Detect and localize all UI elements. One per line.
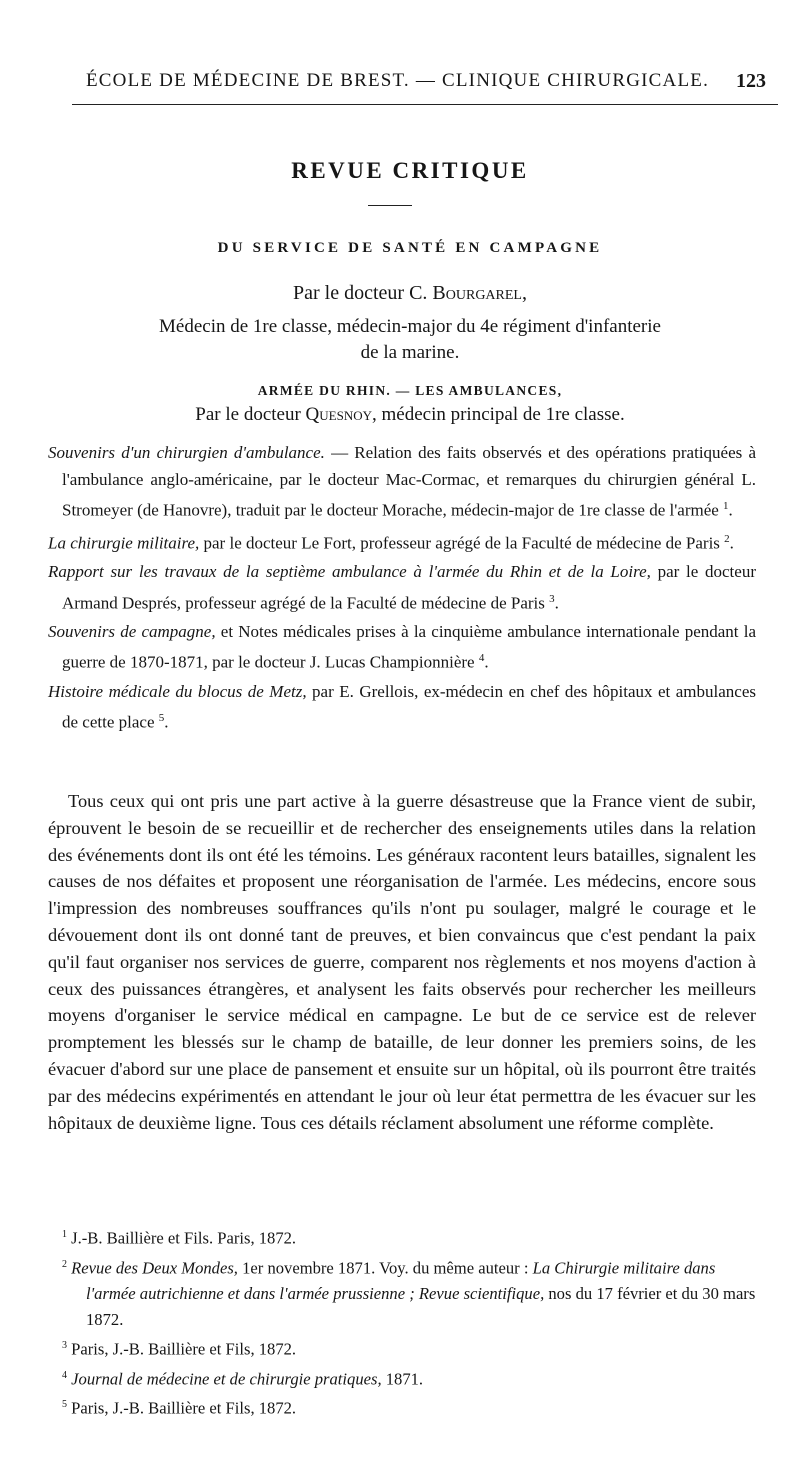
footnote-text: nos du 17 février et du 30 mars 1872.: [86, 1284, 756, 1330]
footnote-title: Journal de médecine et de chirurgie pratiques,: [71, 1369, 382, 1389]
footnote-text: Paris, J.-B. Baillière et Fils, 1872.: [71, 1339, 297, 1359]
footnote-title: Revue des Deux Mondes,: [71, 1258, 238, 1278]
byline-prefix: Par le docteur C.: [293, 282, 433, 304]
footnotes: [48, 1222, 756, 1422]
footnote: [48, 1363, 756, 1393]
footnote: [48, 1392, 756, 1422]
reference-list: [48, 440, 756, 738]
affiliation-line-2: de la marine.: [360, 342, 460, 363]
title-separator: [368, 205, 412, 206]
reference-item: [48, 440, 756, 524]
footnote-text: 1871.: [381, 1369, 424, 1389]
affiliation-line-1: Médecin de 1re classe, médecin-major du 4e régiment d'infanterie: [159, 316, 661, 337]
reference-title: Rapport sur les travaux de la septième ambulance à l'armée du Rhin et de la Loire,: [48, 562, 651, 582]
body-paragraph: Tous ceux qui ont pris une part active à la guerre désastreuse que la France vient de subir, éprouvent le besoin de se recueillir et de rechercher des enseignements utiles dans la relation des événements dont ils ont été les témoins. Les généraux racontent leurs batailles, signalent les causes de nos défaites et proposent une réorganisation de l'armée. Les médecins, encore sous l'impression des nombreuses souffrances qu'ils n'ont pu soulager, malgré le courage et le dévouement dont ils ont donné tant de preuves, et bien convaincus que c'est pendant la paix qu'il faut organiser nos services de guerre, comparent nos règlements et nos moyens d'action à ceux des puissances étrangères, et analysent les faits observés pour rechercher les meilleurs moyens d'organiser le service médical en campagne. Le but de ce service est de relever promptement les blessés sur le champ de bataille, de leur donner les premiers soins, de les évacuer d'abord sur une place de pansement et ensuite sur un hôpital, où ils pourront être traités par des médecins expérimentés en attendant le jour où leur état permettra de les évacuer sur les hôpitaux de deuxième ligne. Tous ces détails réclament absolument une réforme complète.: [48, 791, 756, 1133]
byline: [40, 282, 780, 305]
reference-note-marker: 3: [549, 592, 555, 605]
footnote-number: 5: [62, 1399, 67, 1411]
footnote-number: 2: [62, 1258, 67, 1270]
section-author-name: Quesnoy: [305, 404, 372, 425]
reference-text: par le docteur Le Fort, professeur agrégé de la Faculté de médecine de Paris: [199, 533, 725, 553]
header-rule: [72, 104, 778, 105]
running-head: [86, 70, 766, 102]
footnote-text: Paris, J.-B. Baillière et Fils, 1872.: [71, 1398, 297, 1418]
reference-title: Histoire médicale du blocus de Metz,: [48, 681, 307, 701]
reference-text: et Notes médicales prises à la cinquième ambulance internationale pendant la guerre de 1870-1871, par le docteur J. Lucas Championnière: [62, 621, 756, 673]
footnote-number: 3: [62, 1340, 67, 1352]
main-title: REVUE CRITIQUE: [291, 158, 529, 183]
section-by-suffix: , médecin principal de 1re classe.: [372, 404, 625, 425]
section-byline: [40, 404, 780, 426]
reference-end: .: [728, 500, 733, 520]
footnote: [48, 1333, 756, 1363]
footnote-number: 4: [62, 1369, 67, 1381]
reference-item: [48, 526, 756, 557]
page-number: 123: [736, 70, 766, 92]
reference-note-marker: 2: [724, 533, 730, 546]
reference-end: .: [164, 712, 169, 732]
reference-item: [48, 619, 756, 677]
reference-title: Souvenirs d'un chirurgien d'ambulance.: [48, 443, 325, 462]
section-heading: ARMÉE DU RHIN. — LES AMBULANCES,: [257, 383, 563, 398]
footnote-text: 1er novembre 1871. Voy. du même auteur :: [237, 1258, 533, 1278]
reference-end: .: [484, 653, 489, 673]
footnote: [48, 1252, 756, 1334]
reference-text: — Relation des faits observés et des opérations pratiquées à l'ambulance anglo-américaine, par le docteur Mac-Cormac, et remarques du chirurgien général L. Stromeyer (de Hanovre), traduit par le docteur Morache, médecin-major de 1re classe de l'armée: [62, 443, 756, 520]
reference-note-marker: 5: [158, 712, 165, 725]
footnote: [48, 1222, 756, 1252]
footnote-number: 1: [62, 1229, 67, 1240]
reference-end: .: [554, 593, 559, 613]
main-text: [48, 788, 756, 1136]
section-by-prefix: Par le docteur: [195, 404, 306, 425]
reference-note-marker: 4: [478, 652, 485, 665]
reference-note-marker: 1: [723, 500, 729, 512]
reference-item: [48, 679, 756, 737]
footnote-title: La Chirurgie militaire dans l'armée autrichienne et dans l'armée prussienne ; Revue scientifique,: [86, 1258, 716, 1304]
running-head-title: ÉCOLE DE MÉDECINE DE BREST. — CLINIQUE CHIRURGICALE.: [86, 70, 710, 91]
reference-end: .: [729, 533, 734, 553]
subtitle: DU SERVICE DE SANTÉ EN CAMPAGNE: [217, 240, 603, 256]
reference-text: par E. Grellois, ex-médecin en chef des hôpitaux et ambulances de cette place: [62, 681, 756, 732]
reference-title: Souvenirs de campagne,: [48, 621, 216, 641]
reference-item: [48, 559, 756, 617]
footnote-text: J.-B. Baillière et Fils. Paris, 1872.: [71, 1228, 297, 1248]
reference-title: La chirurgie militaire,: [48, 533, 200, 553]
author-name: Bourgarel,: [432, 282, 527, 304]
reference-text: par le docteur Armand Després, professeur agrégé de la Faculté de médecine de Paris: [62, 562, 756, 613]
